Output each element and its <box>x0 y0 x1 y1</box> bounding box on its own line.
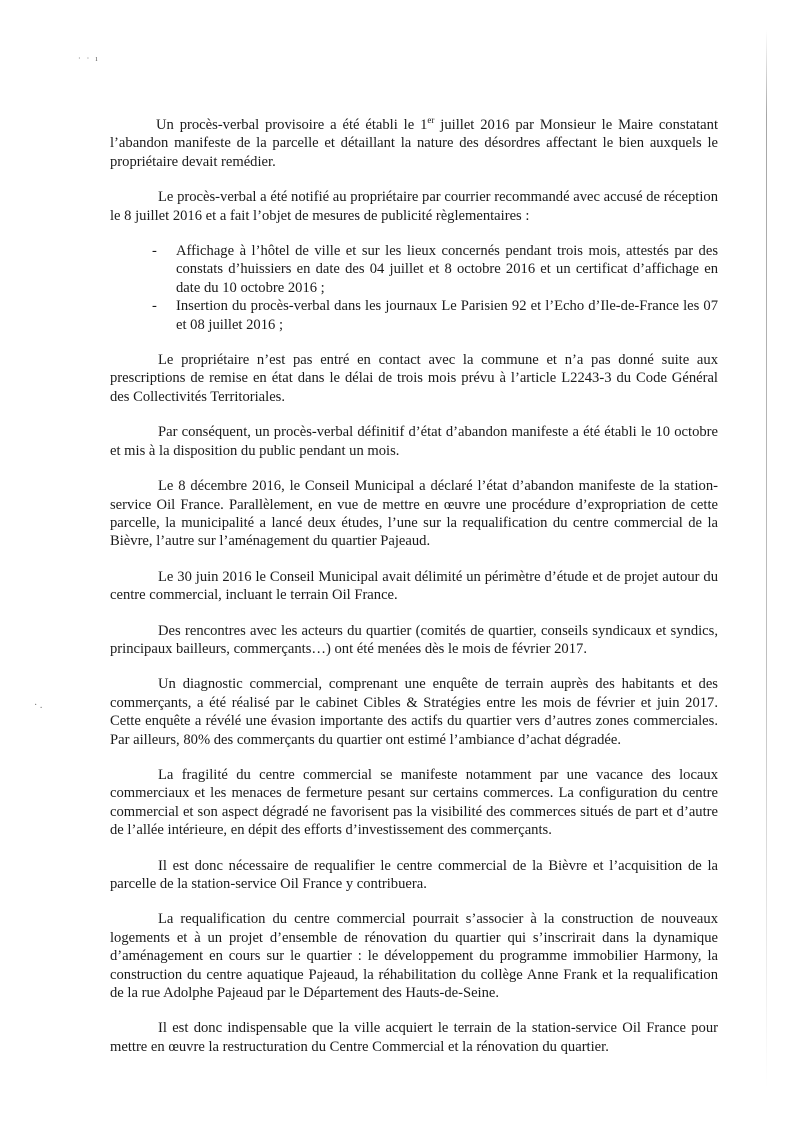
side-scan-mark: · . <box>34 700 43 711</box>
paragraph-notification: Le procès-verbal a été notifié au propriétaire par courrier recommandé avec accusé de réception le 8 juillet 2016 et a fait l’objet de mesures de publicité règlementaires : <box>110 189 718 224</box>
list-item-affichage <box>152 242 718 297</box>
list-item-text: Insertion du procès-verbal dans les journaux Le Parisien 92 et l’Echo d’Ile-de-France les 07 et 08 juillet 2016 ; <box>176 298 718 333</box>
superscript: er <box>427 115 435 126</box>
paragraph-rencontres: Des rencontres avec les acteurs du quartier (comités de quartier, conseils syndicaux et syndics, principaux bailleurs, commerçants…) ont été menées dès le mois de février 2017. <box>110 622 718 657</box>
paragraph-fragilite: La fragilité du centre commercial se manifeste notamment par une vacance des locaux commerciaux et les menaces de fermeture pesant sur certains commerces. La configuration du centre commercial et son aspect dégradé ne favorisent pas la visibilité des commerces situés de part et d’autre de l’allée intérieure, en dépit des efforts d’investissement des commerçants. <box>110 766 718 839</box>
paragraph-proces-verbal-definitif: Par conséquent, un procès-verbal définitif d’état d’abandon manifeste a été établi le 10 octobre et mis à la disposition du public pendant un mois. <box>110 424 718 459</box>
paragraph-conseil-municipal-decembre: Le 8 décembre 2016, le Conseil Municipal a déclaré l’état d’abandon manifeste de la station-service Oil France. Parallèlement, en vue de mettre en œuvre une procédure d’expropriation de cette parcelle, la municipalité a lancé deux études, l’une sur la requalification du centre commercial de la Bièvre, l’autre sur l’aménagement du quartier Pajeaud. <box>110 478 718 550</box>
paragraph-text: Un procès-verbal provisoire a été établi le 1 <box>156 117 428 133</box>
paragraph-requalifier: Il est donc nécessaire de requalifier le centre commercial de la Bièvre et l’acquisition de la parcelle de la station-service Oil France y contribuera. <box>110 857 718 892</box>
bullet-dash: - <box>152 298 157 315</box>
list-item-text: Affichage à l’hôtel de ville et sur les lieux concernés pendant trois mois, attestés par des constats d’huissiers en date des 04 juillet et 8 octobre 2016 et un certificat d’affichage en date du 10 octobre 2016 ; <box>176 243 718 296</box>
paragraph-requalification-quartier: La requalification du centre commercial pourrait s’associer à la construction de nouveaux logements et à un projet d’ensemble de rénovation du quartier qui s’inscrirait dans la dynamique d’aménagement en cours sur le quartier : le développement du programme immobilier Harmony, la construction du centre aquatique Pajeaud, la réhabilitation du collège Anne Frank et la requalification de la rue Adolphe Pajeaud par le Département des Hauts-de-Seine. <box>110 911 718 1002</box>
paragraph-proprietaire: Le propriétaire n’est pas entré en contact avec la commune et n’a pas donné suite aux prescriptions de remise en état dans le délai de trois mois prévu à l’article L2243-3 du Code Général des Collectivités Territoriales. <box>110 352 718 405</box>
paragraph-conclusion: Il est donc indispensable que la ville acquiert le terrain de la station-service Oil France pour mettre en œuvre la restructuration du Centre Commercial et la rénovation du quartier. <box>110 1020 718 1055</box>
corner-scan-mark: · · ı <box>78 54 100 63</box>
bullet-dash: - <box>152 243 157 260</box>
document-body <box>110 116 718 1073</box>
list-item-insertion <box>152 297 718 334</box>
scan-page-edge <box>766 30 767 1090</box>
paragraph-perimetre-etude: Le 30 juin 2016 le Conseil Municipal avait délimité un périmètre d’étude et de projet autour du centre commercial, incluant le terrain Oil France. <box>110 568 718 604</box>
paragraph-text: juillet 2016 par Monsieur le Maire constatant l’abandon manifeste de la parcelle et détaillant la nature des désordres affectant le bien auxquels le propriétaire devait remédier. <box>110 117 718 170</box>
publicity-measures-list <box>110 242 718 334</box>
paragraph-diagnostic-commercial: Un diagnostic commercial, comprenant une enquête de terrain auprès des habitants et des commerçants, a été réalisé par le cabinet Cibles & Stratégies entre les mois de février et juin 2017. Cette enquête a révélé une évasion importante des actifs du quartier vers d’autres zones commerciales. Par ailleurs, 80% des commerçants du quartier ont estimé l’ambiance d’achat dégradée. <box>110 676 718 748</box>
paragraph-proces-verbal-provisoire <box>110 116 718 171</box>
